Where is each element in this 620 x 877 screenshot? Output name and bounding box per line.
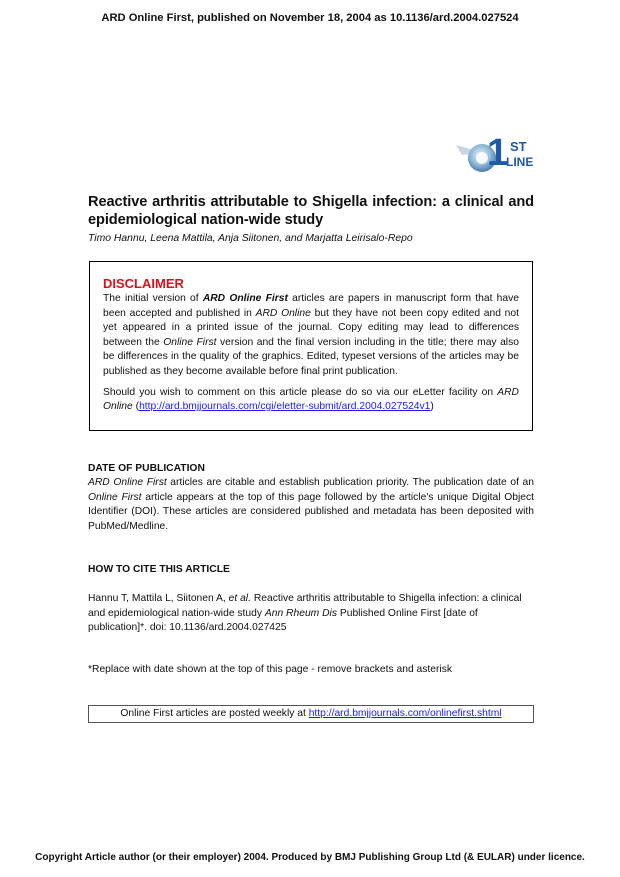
online-first-term: Online First: [163, 336, 217, 348]
journal-name: ARD Online First: [88, 477, 167, 488]
online-first-link[interactable]: http://ard.bmjjournals.com/onlinefirst.shtml: [308, 708, 502, 719]
posted-text: Online First articles are posted weekly at: [120, 708, 309, 719]
journal-name: ARD Online First: [202, 293, 288, 304]
disclaimer-text: The initial version of: [103, 293, 203, 304]
disclaimer-paragraph-1: [103, 292, 519, 380]
how-to-cite-heading: HOW TO CITE THIS ARTICLE: [88, 564, 230, 575]
journal-name: ARD Online: [255, 307, 311, 319]
disclaimer-text: ): [430, 401, 434, 413]
copyright-footer: Copyright Article author (or their employer) 2004. Produced by BMJ Publishing Group Ltd (& EULAR) under licence.: [35, 852, 585, 863]
page-header: ARD Online First, published on November 18, 2004 as 10.1136/ard.2004.027524: [101, 12, 519, 24]
citation-part: Published Online First [date of publication]*. doi: 10.1136/ard.2004.027425: [88, 607, 478, 634]
citation-etal: et al.: [228, 593, 251, 604]
logo-number: 1: [487, 132, 509, 174]
date-text: article appears at the top of this page followed by the article's unique Digital Object Identifier (DOI). These articles are considered published and metadata has been deposited with PubMed/Medline.: [88, 491, 534, 532]
article-authors: Timo Hannu, Leena Mattila, Anja Siitonen, and Marjatta Leirisalo-Repo: [88, 233, 413, 244]
citation-part: Reactive arthritis attributable to Shigella infection: a clinical and epidemiological nation-wide study: [88, 593, 522, 619]
citation-text: [88, 592, 534, 636]
date-of-publication-heading: DATE OF PUBLICATION: [88, 463, 205, 474]
citation-part: Hannu T, Mattila L, Siitonen A,: [88, 593, 229, 604]
article-title: Reactive arthritis attributable to Shigella infection: a clinical and epidemiological nation-wide study: [88, 194, 534, 228]
disclaimer-text: Should you wish to comment on this article please do so via our eLetter facility on: [103, 386, 498, 398]
online-first-logo: [454, 131, 534, 177]
disclaimer-text: articles are papers in manuscript form that have been accepted and published in: [103, 293, 519, 319]
disclaimer-box: [89, 261, 533, 431]
disclaimer-text: but they have not been copy edited and not yet appeared in a printed issue of the journal. Copy editing may lead to differences between the: [103, 307, 519, 348]
disclaimer-paragraph-2: [103, 386, 519, 415]
disclaimer-text: (: [132, 401, 140, 413]
disclaimer-text: version and the final version including in the title; there may also be differences in the quality of the graphics. Edited, typeset versions of the articles may be published as they become available before final print publication.: [103, 336, 519, 377]
citation-journal: Ann Rheum Dis: [264, 607, 337, 619]
disclaimer-title: DISCLAIMER: [103, 276, 184, 291]
online-first-posted-box: [88, 705, 534, 723]
online-first-logo-graphic: [454, 131, 534, 177]
online-first-term: Online First: [88, 491, 142, 503]
replace-date-note: *Replace with date shown at the top of this page - remove brackets and asterisk: [88, 664, 453, 675]
journal-name: ARD Online: [103, 386, 519, 413]
date-of-publication-text: [88, 476, 534, 534]
logo-st: ST: [510, 139, 527, 154]
eletter-link[interactable]: http://ard.bmjjournals.com/cgi/eletter-submit/ard.2004.027524v1: [139, 401, 431, 413]
date-text: articles are citable and establish publication priority. The publication date of an: [166, 477, 534, 488]
logo-line: LINE: [506, 155, 534, 169]
